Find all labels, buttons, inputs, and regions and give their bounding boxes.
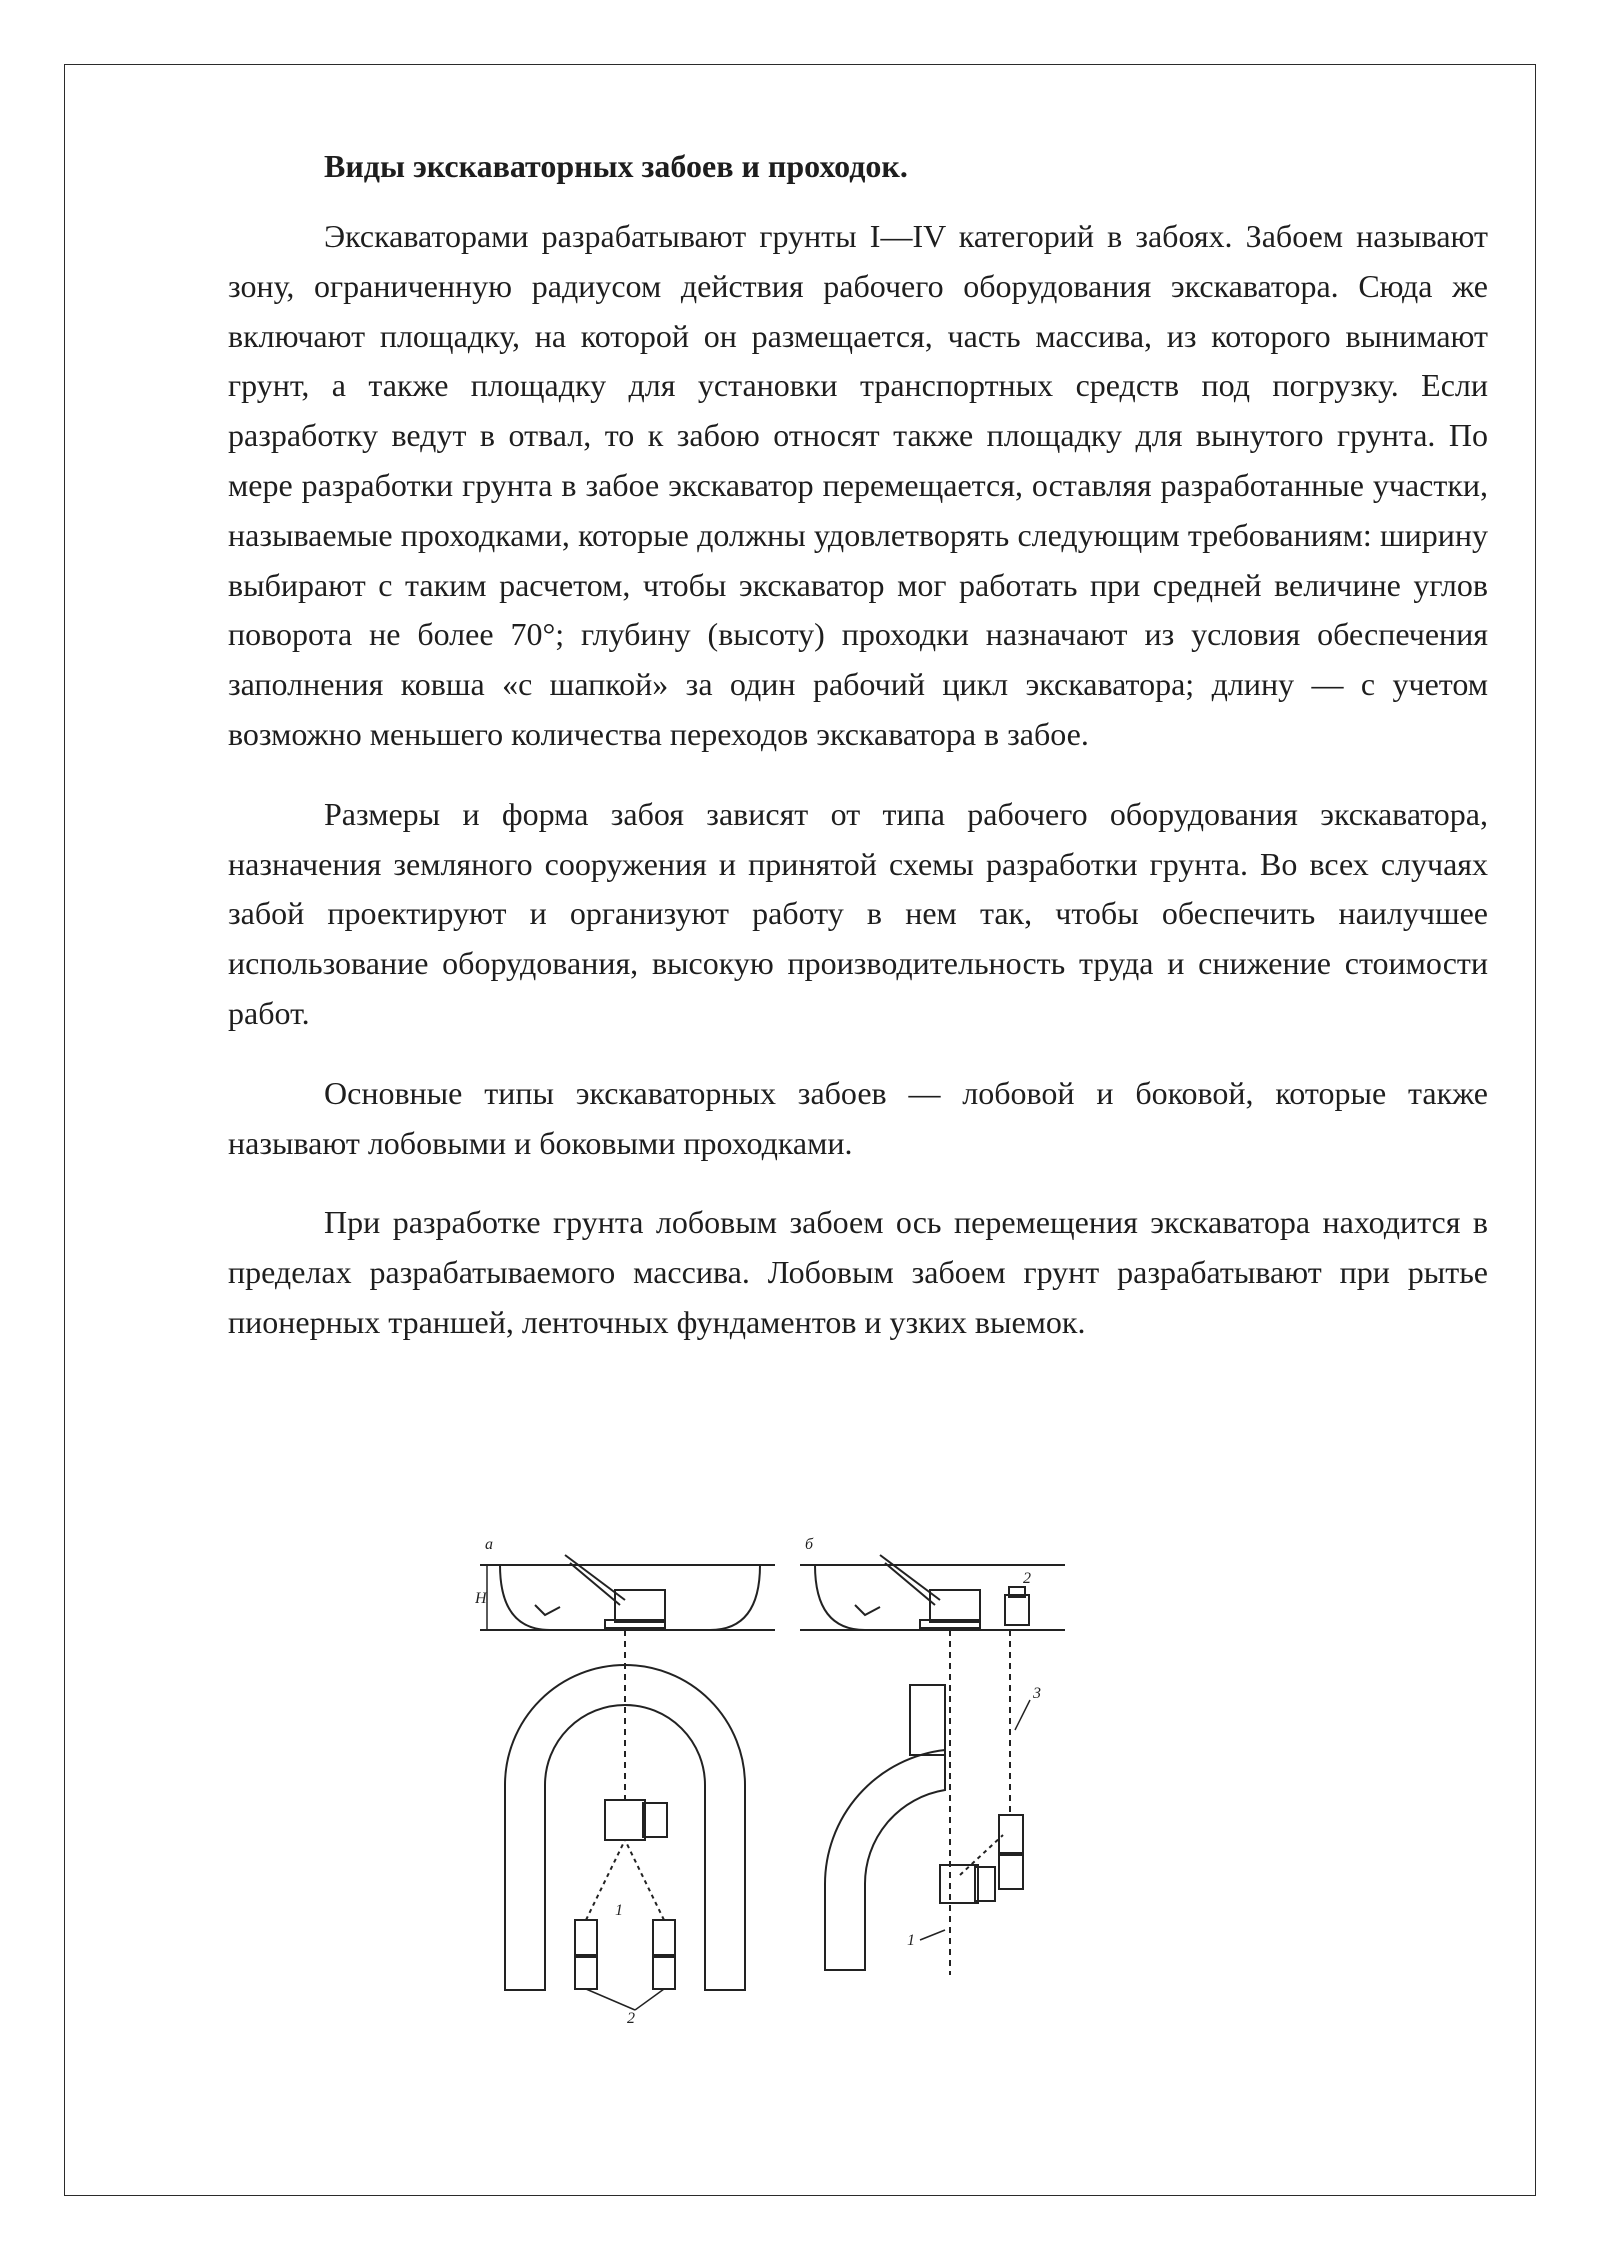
callout-2-a: 2 [627, 2010, 635, 2025]
panel-a-plan [505, 1630, 745, 2010]
diagram-svg [475, 1535, 1080, 2025]
excavator-face-diagram [475, 1535, 1080, 2025]
callout-3-b: 3 [1033, 1685, 1041, 1702]
callout-1-b: 1 [907, 1932, 915, 1949]
document-title: Виды экскаваторных забоев и проходок. [324, 148, 908, 184]
panel-b-elevation [800, 1555, 1065, 1630]
document-body [228, 142, 1488, 1378]
paragraph-1: Экскаваторами разрабатывают грунты I—IV категорий в забоях. Забоем называют зону, ограниченную радиусом действия рабочего оборудования экскаватора. Сюда же включают площадку, на которой он размещается, часть массива, из которого вынимают грунт, а также площадку для установки транспортных средств под погрузку. Если разработку ведут в отвал, то к забою относят также площадку для вынутого грунта. По мере разработки грунта в забое экскаватор перемещается, оставляя разработанные участки, называемые проходками, которые должны удовлетворять следующим требованиям: ширину выбирают с таким расчетом, чтобы экскаватор мог работать при средней величине углов поворота не более 70°; глубину (высоту) проходки назначают из условия обеспечения заполнения ковша «с шапкой» за один рабочий цикл экскаватора; длину — с учетом возможно меньшего количества переходов экскаватора в забое. [228, 218, 1488, 752]
height-label: Н [475, 1590, 487, 1607]
callout-2-b: 2 [1023, 1570, 1031, 1587]
paragraph-3: Основные типы экскаваторных забоев — лобовой и боковой, которые также называют лобовыми и боковыми проходками. [228, 1074, 1488, 1161]
panel-a-label: а [485, 1536, 493, 1553]
paragraph-4: При разработке грунта лобовым забоем ось перемещения экскаватора находится в пределах разрабатываемого массива. Лобовым забоем грунт разрабатывают при рытье пионерных траншей, ленточных фундаментов и узких выемок. [228, 1204, 1488, 1340]
callout-1-a: 1 [615, 1902, 623, 1919]
panel-a-elevation [480, 1555, 775, 1630]
panel-b-label: б [805, 1536, 814, 1553]
panel-b-plan [825, 1630, 1030, 1975]
paragraph-2: Размеры и форма забоя зависят от типа рабочего оборудования экскаватора, назначения земляного сооружения и принятой схемы разработки грунта. Во всех случаях забой проектируют и организуют работу в нем так, чтобы обеспечить наилучшее использование оборудования, высокую производительность труда и снижение стоимости работ. [228, 795, 1488, 1031]
